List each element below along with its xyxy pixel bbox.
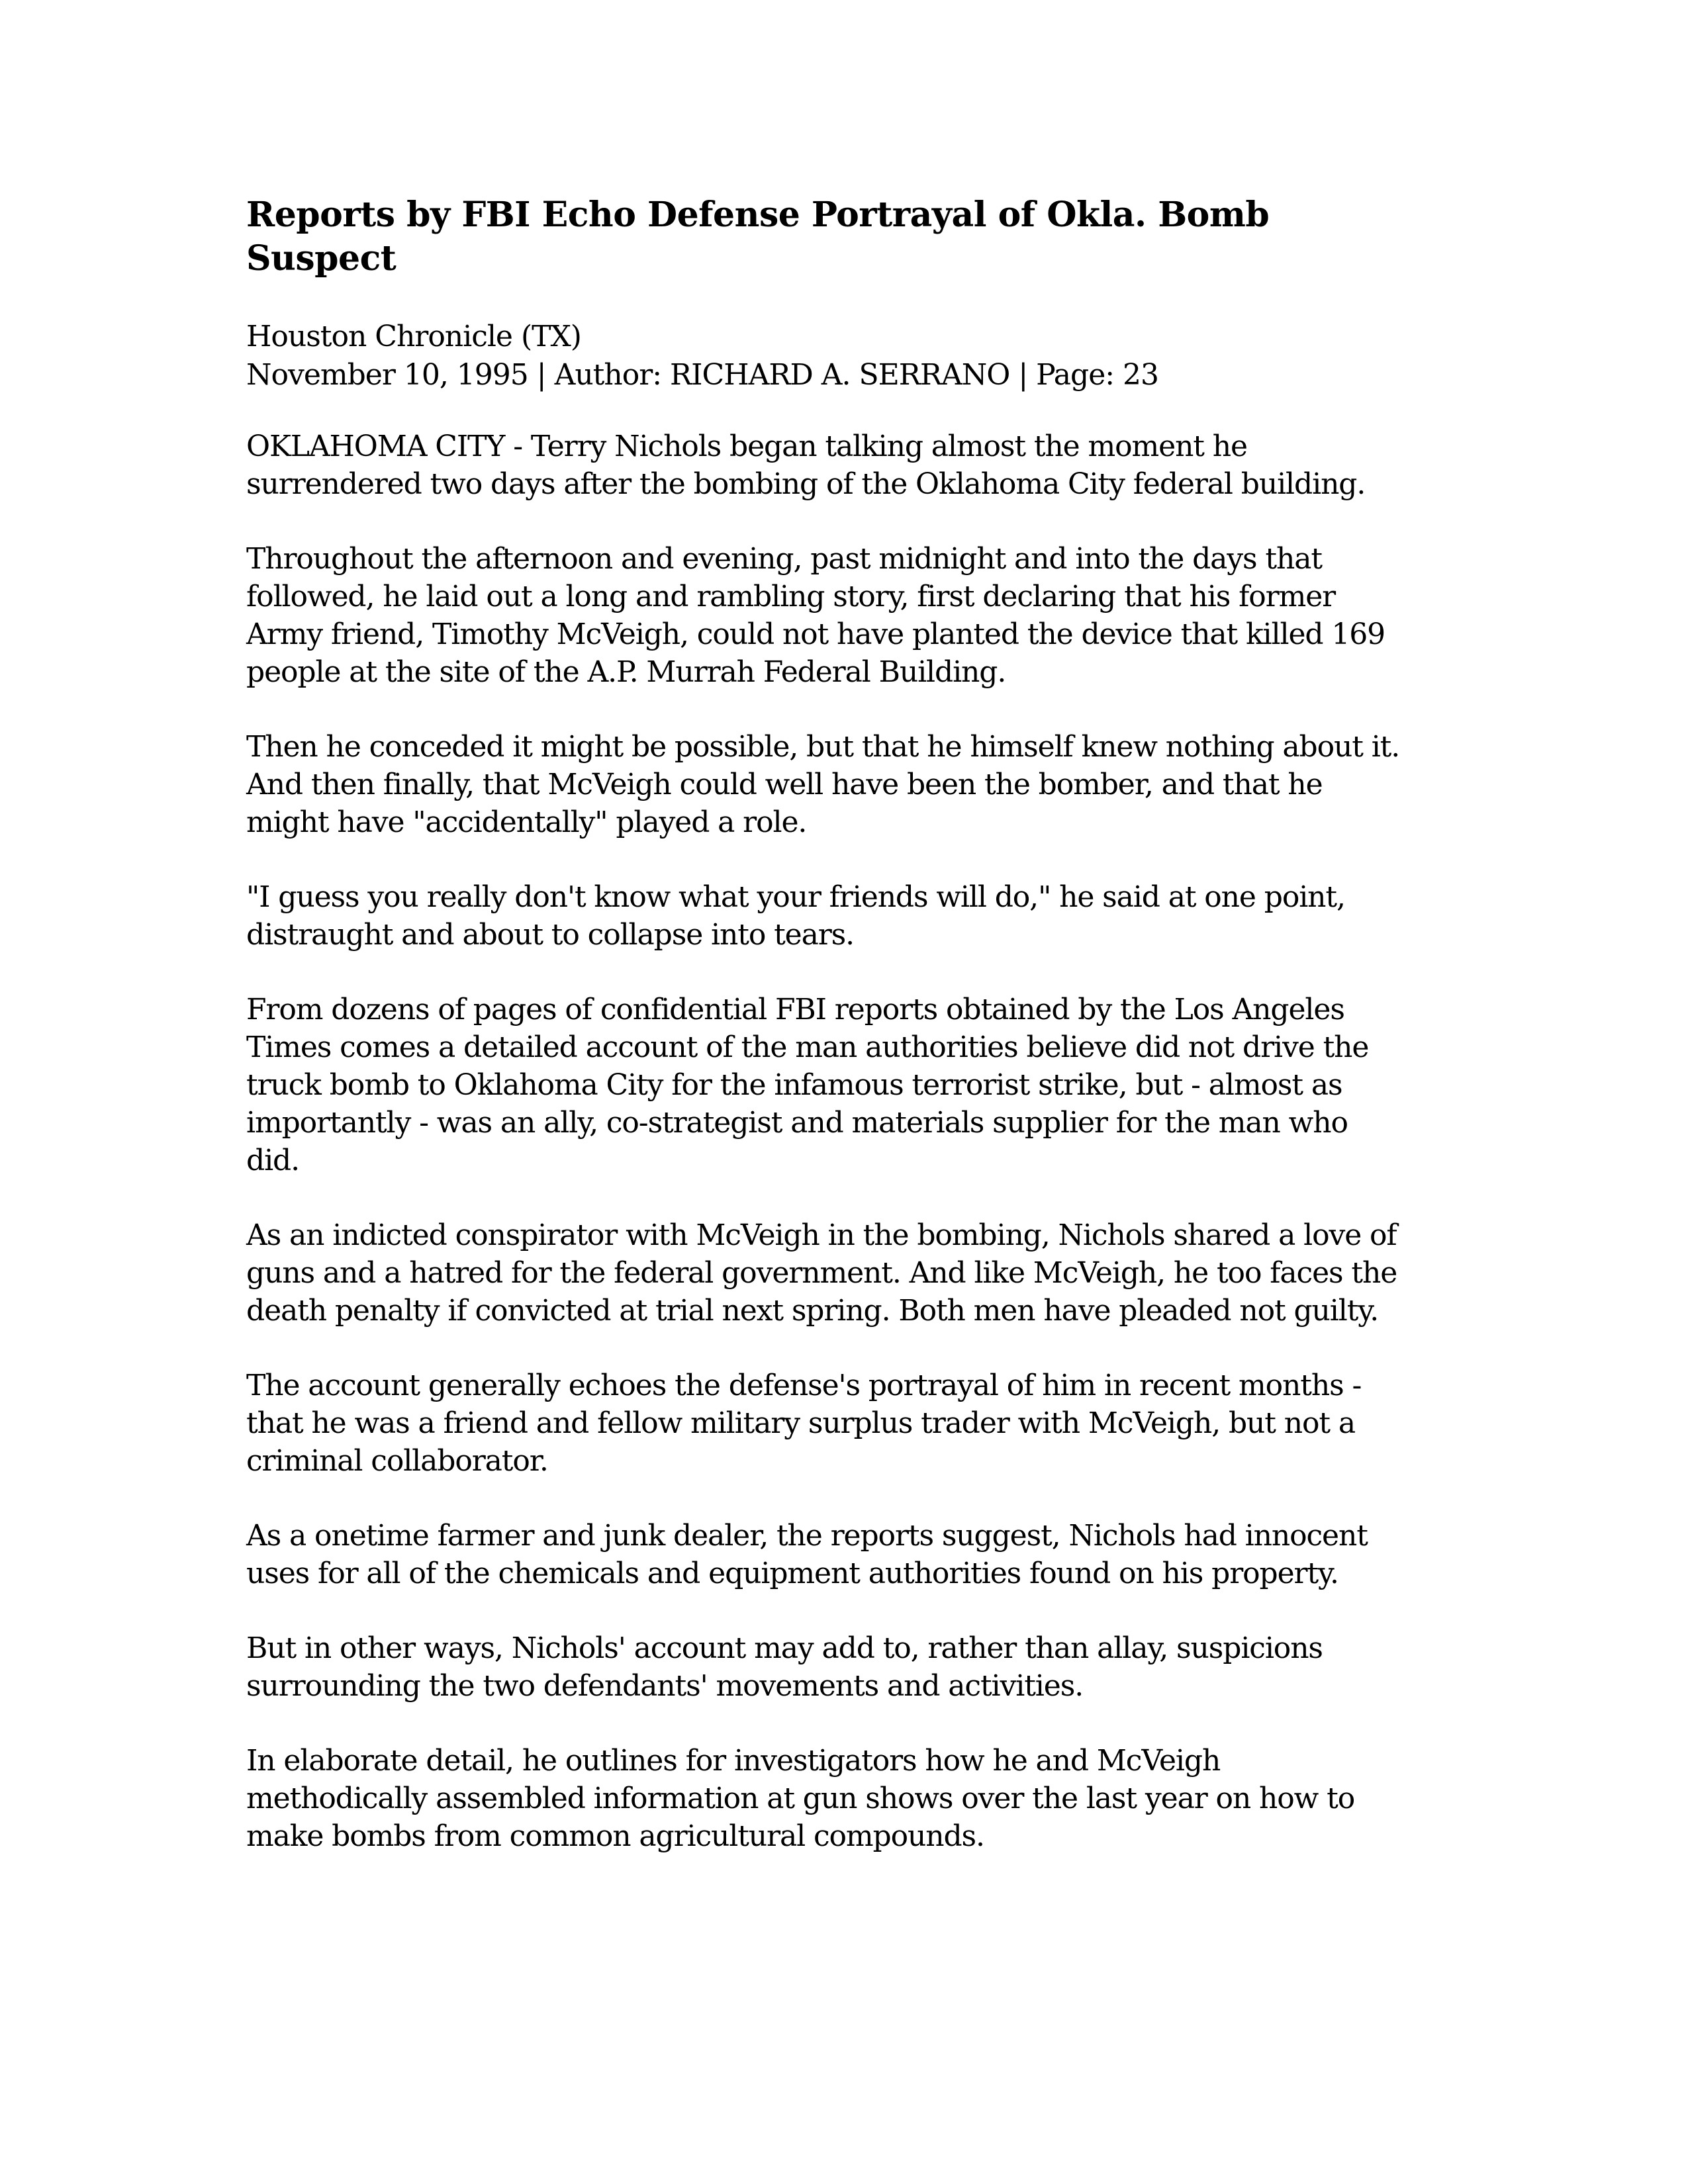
article-page <box>246 193 1471 1892</box>
article-meta <box>246 318 1471 394</box>
paragraph-4: "I guess you really don't know what your friends will do," he said at one point, distraught and about to collapse into tears. <box>246 880 1345 952</box>
paragraph-5: From dozens of pages of confidential FBI reports obtained by the Los Angeles Times comes a detailed account of the man authorities believe did not drive the truck bomb to Oklahoma City for the infamous terrorist strike, but - almost as importantly - was an ally, co-strategist and materials supplier for the man who did. <box>246 993 1369 1177</box>
paragraph-8: As a onetime farmer and junk dealer, the reports suggest, Nichols had innocent uses for all of the chemicals and equipment authorities found on his property. <box>246 1519 1368 1590</box>
paragraph-9: But in other ways, Nichols' account may add to, rather than allay, suspicions surrounding the two defendants' movements and activities. <box>246 1631 1323 1703</box>
article-byline: November 10, 1995 | Author: RICHARD A. SERRANO | Page: 23 <box>246 358 1159 392</box>
paragraph-10: In elaborate detail, he outlines for investigators how he and McVeigh methodically assembled information at gun shows over the last year on how to make bombs from common agricultural compounds. <box>246 1744 1355 1853</box>
paragraph-1: OKLAHOMA CITY - Terry Nichols began talking almost the moment he surrendered two days after the bombing of the Oklahoma City federal building. <box>246 430 1366 501</box>
paragraph-2: Throughout the afternoon and evening, past midnight and into the days that followed, he laid out a long and rambling story, first declaring that his former Army friend, Timothy McVeigh, could not have planted the device that killed 169 people at the site of the A.P. Murrah Federal Building. <box>246 542 1385 689</box>
paragraph-3: Then he conceded it might be possible, but that he himself knew nothing about it. And then finally, that McVeigh could well have been the bomber, and that he might have "accidentally" played a role. <box>246 730 1400 839</box>
paragraph-6: As an indicted conspirator with McVeigh in the bombing, Nichols shared a love of guns and a hatred for the federal government. And like McVeigh, he too faces the death penalty if convicted at trial next spring. Both men have pleaded not guilty. <box>246 1218 1397 1328</box>
article-headline: Reports by FBI Echo Defense Portrayal of Okla. Bomb Suspect <box>246 195 1270 279</box>
paragraph-7: The account generally echoes the defense's portrayal of him in recent months - that he was a friend and fellow military surplus trader with McVeigh, but not a criminal collaborator. <box>246 1369 1362 1478</box>
article-body <box>246 428 1471 1855</box>
article-source: Houston Chronicle (TX) <box>246 320 581 353</box>
